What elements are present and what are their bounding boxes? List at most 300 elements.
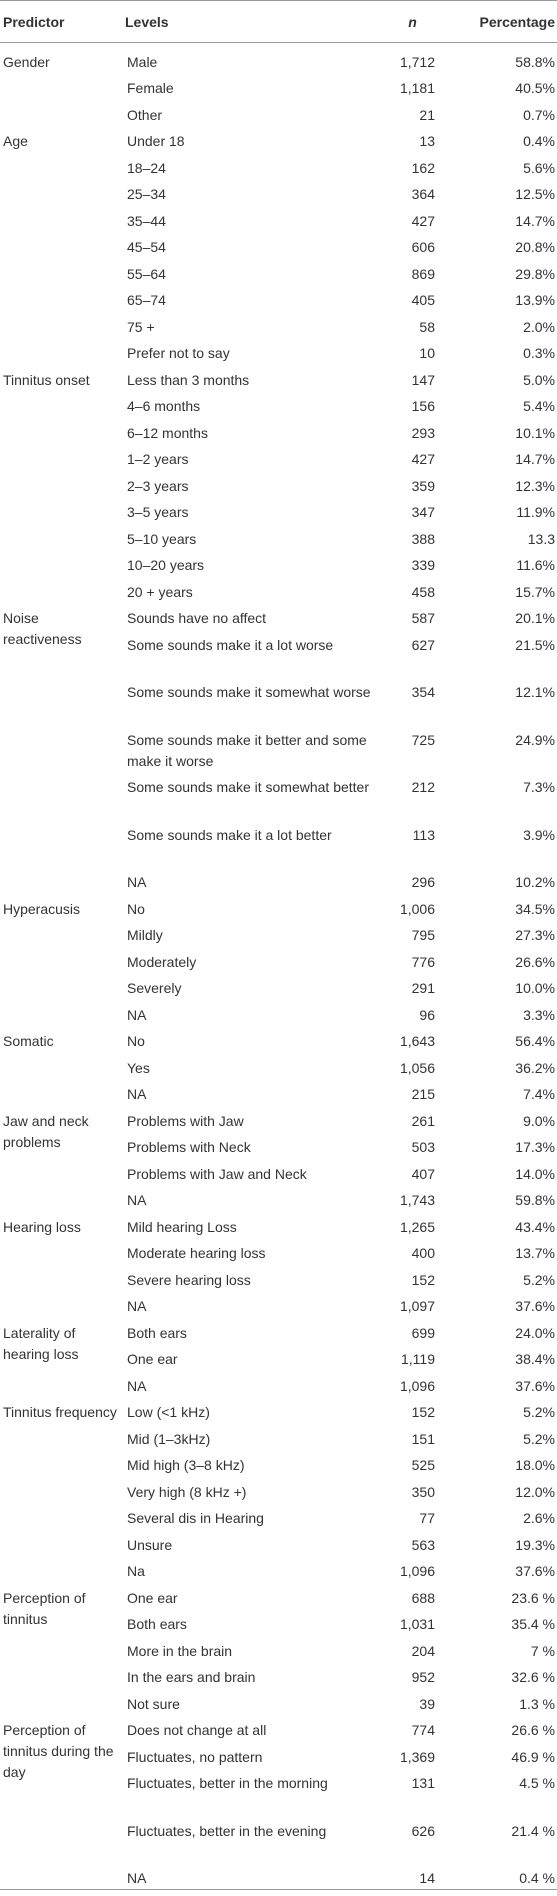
percentage-cell: 5.2% xyxy=(523,1430,555,1447)
predictor-cell xyxy=(0,867,125,894)
table-row xyxy=(0,206,557,233)
n-cell: 1,743 xyxy=(399,1192,435,1208)
predictor-cell xyxy=(0,1556,125,1583)
table-row xyxy=(0,1185,557,1212)
predictor-cell xyxy=(0,1344,125,1371)
percentage-cell: 58.8% xyxy=(515,54,555,70)
predictor-cell xyxy=(0,1503,125,1530)
n-cell: 626 xyxy=(411,1822,435,1839)
n-cell: 212 xyxy=(411,779,435,795)
percentage-cell: 5.2% xyxy=(523,1404,555,1420)
predictor-cell xyxy=(0,677,125,725)
table-row xyxy=(0,1397,557,1424)
table-row xyxy=(0,1715,557,1742)
percentage-cell: 43.4% xyxy=(515,1218,555,1235)
n-cell: 503 xyxy=(411,1139,435,1155)
percentage-cell: 14.7% xyxy=(515,451,555,467)
levels-cell: Less than 3 months xyxy=(127,371,250,388)
table-row xyxy=(0,100,557,127)
percentage-cell: 17.3% xyxy=(515,1139,555,1155)
percentage-cell: 15.7% xyxy=(515,583,555,600)
table-row xyxy=(0,947,557,974)
levels-cell: Mid (1–3kHz) xyxy=(127,1430,211,1447)
n-cell: 774 xyxy=(411,1722,435,1738)
table-row xyxy=(0,1291,557,1318)
n-cell: 795 xyxy=(411,927,435,943)
percentage-cell: 29.8% xyxy=(515,265,555,282)
predictor-cell xyxy=(0,524,125,551)
percentage-cell: 56.4% xyxy=(515,1033,555,1049)
predictor-cell: Tinnitus onset xyxy=(3,371,90,388)
n-cell: 1,369 xyxy=(399,1748,435,1765)
levels-cell: 6–12 months xyxy=(127,424,208,441)
levels-cell: NA xyxy=(127,1006,147,1023)
percentage-cell: 3.3% xyxy=(523,1006,555,1023)
levels-cell: NA xyxy=(127,1192,147,1208)
levels-cell: Other xyxy=(127,106,163,123)
predictor-cell xyxy=(0,1768,125,1816)
n-cell: 427 xyxy=(411,451,435,467)
table-row xyxy=(0,1053,557,1080)
predictor-cell xyxy=(0,1742,125,1769)
table-row xyxy=(0,1159,557,1186)
levels-cell: Severely xyxy=(127,980,182,996)
predictor-cell xyxy=(0,1132,125,1159)
n-cell: 1,096 xyxy=(399,1563,435,1579)
levels-cell: Both ears xyxy=(127,1616,187,1632)
levels-cell: Very high (8 kHz +) xyxy=(127,1483,247,1500)
table-row xyxy=(0,153,557,180)
levels-cell: Some sounds make it a lot better xyxy=(127,826,332,843)
n-cell: 407 xyxy=(411,1165,435,1182)
percentage-cell: 59.8% xyxy=(515,1192,555,1208)
predictor-cell xyxy=(0,285,125,312)
levels-cell: 55–64 xyxy=(127,265,166,282)
predictor-cell xyxy=(0,1185,125,1212)
levels-cell: 5–10 years xyxy=(127,530,197,547)
table-row xyxy=(0,497,557,524)
predictor-label: Perception of tinnitus xyxy=(3,1589,86,1627)
percentage-cell: 2.0% xyxy=(523,318,555,335)
table-row xyxy=(0,391,557,418)
percentage-cell: 11.9% xyxy=(516,504,555,520)
table-row xyxy=(0,1265,557,1292)
table-row xyxy=(0,973,557,1000)
percentage-cell: 11.6% xyxy=(516,557,555,573)
levels-cell: NA xyxy=(125,1863,390,1890)
n-cell: 156 xyxy=(411,398,435,414)
percentage-cell: 5.6% xyxy=(523,159,555,176)
percentage-cell: 18.0% xyxy=(515,1457,555,1473)
predictor-cell xyxy=(0,232,125,259)
n-cell: 147 xyxy=(411,371,435,388)
table-row xyxy=(0,1238,557,1265)
levels-cell: NA xyxy=(127,1377,147,1394)
levels-cell: 18–24 xyxy=(127,159,166,176)
n-cell: 364 xyxy=(411,186,435,202)
table-row xyxy=(0,772,557,820)
n-cell: 339 xyxy=(411,557,435,573)
table-row xyxy=(0,524,557,551)
percentage-cell: 13.9% xyxy=(515,292,555,308)
n-cell: 131 xyxy=(411,1775,435,1791)
levels-cell: No xyxy=(127,1033,145,1049)
levels-cell: 75 + xyxy=(127,318,155,335)
n-cell: 427 xyxy=(411,212,435,229)
percentage-cell: 13.7% xyxy=(515,1245,555,1261)
n-cell: 359 xyxy=(411,477,435,494)
n-cell: 58 xyxy=(419,318,435,335)
levels-cell: Moderately xyxy=(127,953,197,970)
levels-cell: Mild hearing Loss xyxy=(127,1218,237,1235)
n-cell: 1,119 xyxy=(401,1351,435,1367)
predictor-cell xyxy=(0,206,125,233)
n-cell: 405 xyxy=(411,292,435,308)
n-cell: 215 xyxy=(411,1086,435,1102)
levels-cell: 25–34 xyxy=(127,186,166,202)
predictor-cell xyxy=(0,1816,125,1864)
predictor-cell xyxy=(0,1265,125,1292)
table-row xyxy=(0,1583,557,1610)
predictor-cell xyxy=(0,920,125,947)
levels-cell: Prefer not to say xyxy=(127,345,230,361)
table-row xyxy=(0,1742,557,1769)
table-row xyxy=(0,1371,557,1398)
levels-cell: Unsure xyxy=(127,1536,173,1553)
table-row xyxy=(0,1212,557,1239)
percentage-cell: 0.7% xyxy=(523,106,555,123)
predictor-cell xyxy=(0,100,125,127)
table-row xyxy=(0,867,557,894)
percentage-cell: 9.0% xyxy=(523,1112,555,1129)
levels-cell: Some sounds make it better and some make it worse xyxy=(127,731,367,769)
percentage-cell: 1.3 % xyxy=(519,1695,555,1712)
percentage-cell: 10.0% xyxy=(515,980,555,996)
percentage-cell: 12.3% xyxy=(515,477,555,494)
predictor-cell xyxy=(0,338,125,365)
n-cell: 952 xyxy=(411,1669,435,1685)
predictor-cell: Age xyxy=(3,133,28,149)
n-cell: 1,643 xyxy=(399,1033,435,1049)
table-row xyxy=(0,1863,557,1890)
predictor-cell xyxy=(0,1583,125,1627)
predictor-cell xyxy=(0,1238,125,1265)
levels-cell: Fluctuates, better in the evening xyxy=(127,1822,327,1839)
table-row xyxy=(0,820,557,868)
predictor-cell xyxy=(0,603,125,647)
n-cell: 113 xyxy=(412,826,435,843)
percentage-cell: 46.9 % xyxy=(511,1748,555,1765)
predictor-cell xyxy=(0,550,125,577)
levels-cell: Yes xyxy=(127,1059,150,1076)
n-cell: 699 xyxy=(411,1324,435,1341)
levels-cell: Problems with Neck xyxy=(127,1139,251,1155)
levels-cell: Not sure xyxy=(127,1695,180,1712)
n-cell: 563 xyxy=(411,1536,435,1553)
n-cell: 14 xyxy=(390,1863,435,1890)
n-cell: 151 xyxy=(411,1430,435,1447)
n-cell: 1,181 xyxy=(399,80,435,96)
table-row xyxy=(0,894,557,921)
predictor-cell xyxy=(0,1609,125,1636)
predictor-cell xyxy=(0,1715,125,1780)
n-cell: 400 xyxy=(411,1245,435,1261)
n-cell: 204 xyxy=(411,1642,435,1659)
table-row xyxy=(0,1503,557,1530)
n-cell: 458 xyxy=(411,583,435,600)
predictor-cell xyxy=(0,772,125,820)
table-row xyxy=(0,444,557,471)
predictor-cell xyxy=(0,1397,125,1424)
n-cell: 152 xyxy=(411,1404,435,1420)
percentage-cell: 34.5% xyxy=(515,900,555,917)
table-row xyxy=(0,1662,557,1689)
percentage-cell: 7 % xyxy=(530,1642,555,1659)
percentage-cell: 21.5% xyxy=(515,636,555,653)
levels-cell: Fluctuates, better in the morning xyxy=(127,1775,328,1791)
n-cell: 293 xyxy=(411,424,435,441)
percentage-cell: 14.7% xyxy=(515,212,555,229)
table-row xyxy=(0,1689,557,1716)
n-cell: 152 xyxy=(411,1271,435,1288)
table-row xyxy=(0,338,557,365)
header-n: n xyxy=(390,1,435,43)
percentage-cell: 40.5% xyxy=(515,80,555,96)
table-row xyxy=(0,126,557,153)
predictor-cell xyxy=(0,471,125,498)
table-row xyxy=(0,1106,557,1133)
levels-cell: Problems with Jaw and Neck xyxy=(127,1165,307,1182)
levels-cell: Some sounds make it somewhat worse xyxy=(127,684,371,700)
percentage-cell: 7.4% xyxy=(523,1086,555,1102)
n-cell: 10 xyxy=(419,345,435,361)
n-cell: 354 xyxy=(411,684,435,700)
n-cell: 296 xyxy=(411,874,435,890)
percentage-cell: 12.0% xyxy=(515,1483,555,1500)
predictor-cell xyxy=(0,1662,125,1689)
table-row xyxy=(0,232,557,259)
n-cell: 587 xyxy=(411,610,435,626)
n-cell: 350 xyxy=(411,1483,435,1500)
percentage-cell: 14.0% xyxy=(515,1165,555,1182)
n-cell: 1,096 xyxy=(399,1377,435,1394)
n-cell: 627 xyxy=(411,636,435,653)
n-cell: 261 xyxy=(411,1112,435,1129)
predictor-cell: Hearing loss xyxy=(3,1218,81,1235)
levels-cell: NA xyxy=(127,1086,147,1102)
levels-cell: One ear xyxy=(127,1589,178,1606)
levels-cell: Some sounds make it somewhat better xyxy=(127,779,370,795)
levels-cell: 35–44 xyxy=(127,212,166,229)
percentage-cell: 3.9% xyxy=(523,826,555,843)
levels-cell: Moderate hearing loss xyxy=(127,1245,266,1261)
table-header-row xyxy=(0,1,557,43)
table-row xyxy=(0,259,557,286)
predictor-cell xyxy=(0,1159,125,1186)
percentage-cell: 10.2% xyxy=(515,874,555,890)
predictor-cell xyxy=(0,725,125,773)
table-row xyxy=(0,1768,557,1816)
levels-cell: Both ears xyxy=(127,1324,187,1341)
levels-cell: 4–6 months xyxy=(127,398,201,414)
levels-cell: 1–2 years xyxy=(127,451,189,467)
levels-cell: NA xyxy=(127,1298,147,1314)
levels-cell: 20 + years xyxy=(127,583,193,600)
percentage-cell: 0.4% xyxy=(523,133,555,149)
n-cell: 162 xyxy=(411,159,435,176)
table-row xyxy=(0,1556,557,1583)
n-cell: 1,097 xyxy=(399,1298,435,1314)
predictor-cell xyxy=(0,153,125,180)
n-cell: 688 xyxy=(411,1589,435,1606)
predictor-label: Jaw and neck problems xyxy=(3,1112,89,1150)
percentage-cell: 24.9% xyxy=(515,731,555,748)
predictor-cell xyxy=(0,577,125,604)
levels-cell: Does not change at all xyxy=(127,1722,267,1738)
levels-cell: 2–3 years xyxy=(127,477,189,494)
levels-cell: Female xyxy=(127,80,174,96)
n-cell: 291 xyxy=(411,980,435,996)
predictor-cell xyxy=(0,1636,125,1663)
predictor-cell xyxy=(0,179,125,206)
levels-cell: Low (<1 kHz) xyxy=(127,1404,210,1420)
predictor-label: Perception of tinnitus during the day xyxy=(3,1722,114,1780)
n-cell: 96 xyxy=(419,1006,435,1023)
levels-cell: One ear xyxy=(127,1351,178,1367)
predictor-cell xyxy=(0,630,125,678)
table-body xyxy=(0,43,557,1890)
n-cell: 725 xyxy=(411,731,435,748)
predictor-cell xyxy=(0,1106,125,1150)
n-cell: 1,031 xyxy=(399,1616,435,1632)
table-row xyxy=(0,550,557,577)
levels-cell: Several dis in Hearing xyxy=(127,1510,264,1526)
percentage-cell: 37.6% xyxy=(515,1563,555,1579)
table-row xyxy=(0,1000,557,1027)
header-levels: Levels xyxy=(125,1,390,43)
n-cell: 13 xyxy=(419,133,435,149)
table-row xyxy=(0,1636,557,1663)
n-cell: 776 xyxy=(411,953,435,970)
predictor-cell xyxy=(0,1371,125,1398)
percentage-cell: 35.4 % xyxy=(511,1616,555,1632)
percentage-cell: 10.1% xyxy=(515,424,555,441)
predictor-cell xyxy=(0,1000,125,1027)
percentage-cell: 21.4 % xyxy=(511,1822,555,1839)
levels-cell: In the ears and brain xyxy=(127,1669,256,1685)
predictor-cell xyxy=(0,1450,125,1477)
table-row xyxy=(0,285,557,312)
n-cell: 1,712 xyxy=(399,54,435,70)
table-row xyxy=(0,1424,557,1451)
table-row xyxy=(0,725,557,773)
levels-cell: Fluctuates, no pattern xyxy=(127,1748,263,1765)
percentage-cell: 24.0% xyxy=(515,1324,555,1341)
n-cell: 39 xyxy=(419,1695,435,1712)
n-cell: 606 xyxy=(411,239,435,255)
levels-cell: Sounds have no affect xyxy=(127,610,267,626)
percentage-cell: 12.1% xyxy=(515,684,555,700)
header-predictor: Predictor xyxy=(0,1,125,43)
table-row xyxy=(0,1026,557,1053)
n-cell: 1,265 xyxy=(399,1218,435,1235)
levels-cell: More in the brain xyxy=(127,1642,233,1659)
n-cell: 77 xyxy=(419,1510,435,1526)
table-row xyxy=(0,1450,557,1477)
predictor-cell xyxy=(0,1291,125,1318)
predictor-cell xyxy=(0,947,125,974)
levels-cell: 3–5 years xyxy=(127,504,189,520)
predictor-cell xyxy=(0,73,125,100)
percentage-cell: 20.8% xyxy=(515,239,555,255)
predictor-cell xyxy=(0,1477,125,1504)
levels-cell: Mildly xyxy=(127,927,163,943)
predictor-cell: Gender xyxy=(3,54,50,70)
predictor-cell xyxy=(0,1689,125,1716)
percentage-cell: 20.1% xyxy=(515,610,555,626)
levels-cell: 10–20 years xyxy=(127,557,205,573)
predictor-cell xyxy=(0,973,125,1000)
table-row xyxy=(0,603,557,630)
levels-cell: Na xyxy=(127,1563,145,1579)
predictor-cell xyxy=(0,1530,125,1557)
percentage-cell: 0.3% xyxy=(523,345,555,361)
n-cell: 1,056 xyxy=(399,1059,435,1076)
table-row xyxy=(0,1530,557,1557)
predictor-cell xyxy=(0,497,125,524)
percentage-cell: 5.0% xyxy=(523,371,555,388)
percentage-cell: 37.6% xyxy=(515,1298,555,1314)
percentage-cell: 5.2% xyxy=(523,1271,555,1288)
predictor-label: Noise reactiveness xyxy=(3,610,82,647)
n-cell: 525 xyxy=(411,1457,435,1473)
predictor-cell xyxy=(0,1318,125,1362)
table-row xyxy=(0,471,557,498)
percentage-cell: 2.6% xyxy=(523,1510,555,1526)
predictor-cell: Hyperacusis xyxy=(3,900,81,917)
predictor-cell xyxy=(0,259,125,286)
percentage-cell: 12.5% xyxy=(515,186,555,202)
percentage-cell: 27.3% xyxy=(515,927,555,943)
levels-cell: Male xyxy=(127,54,158,70)
predictor-label: Laterality of hearing loss xyxy=(3,1324,79,1362)
table-row xyxy=(0,1318,557,1345)
predictor-cell xyxy=(0,1079,125,1106)
percentage-cell: 32.6 % xyxy=(511,1669,555,1685)
table-row xyxy=(0,1079,557,1106)
predictor-cell xyxy=(0,820,125,868)
n-cell: 869 xyxy=(411,265,435,282)
header-percentage: Percentage xyxy=(435,1,557,43)
table-row xyxy=(0,179,557,206)
levels-cell: 45–54 xyxy=(127,239,166,255)
table-row xyxy=(0,630,557,678)
table-row xyxy=(0,1344,557,1371)
percentage-cell: 37.6% xyxy=(515,1377,555,1394)
predictor-cell xyxy=(0,418,125,445)
predictor-cell: Somatic xyxy=(3,1033,54,1049)
table-row xyxy=(0,365,557,392)
n-cell: 347 xyxy=(411,504,435,520)
percentage-cell: 26.6 % xyxy=(511,1722,555,1738)
table-row xyxy=(0,1477,557,1504)
table-row xyxy=(0,1609,557,1636)
levels-cell: Problems with Jaw xyxy=(127,1112,244,1129)
levels-cell: Severe hearing loss xyxy=(127,1271,251,1288)
n-cell: 388 xyxy=(411,530,435,547)
percentage-cell: 36.2% xyxy=(515,1059,555,1076)
predictor-cell xyxy=(0,444,125,471)
